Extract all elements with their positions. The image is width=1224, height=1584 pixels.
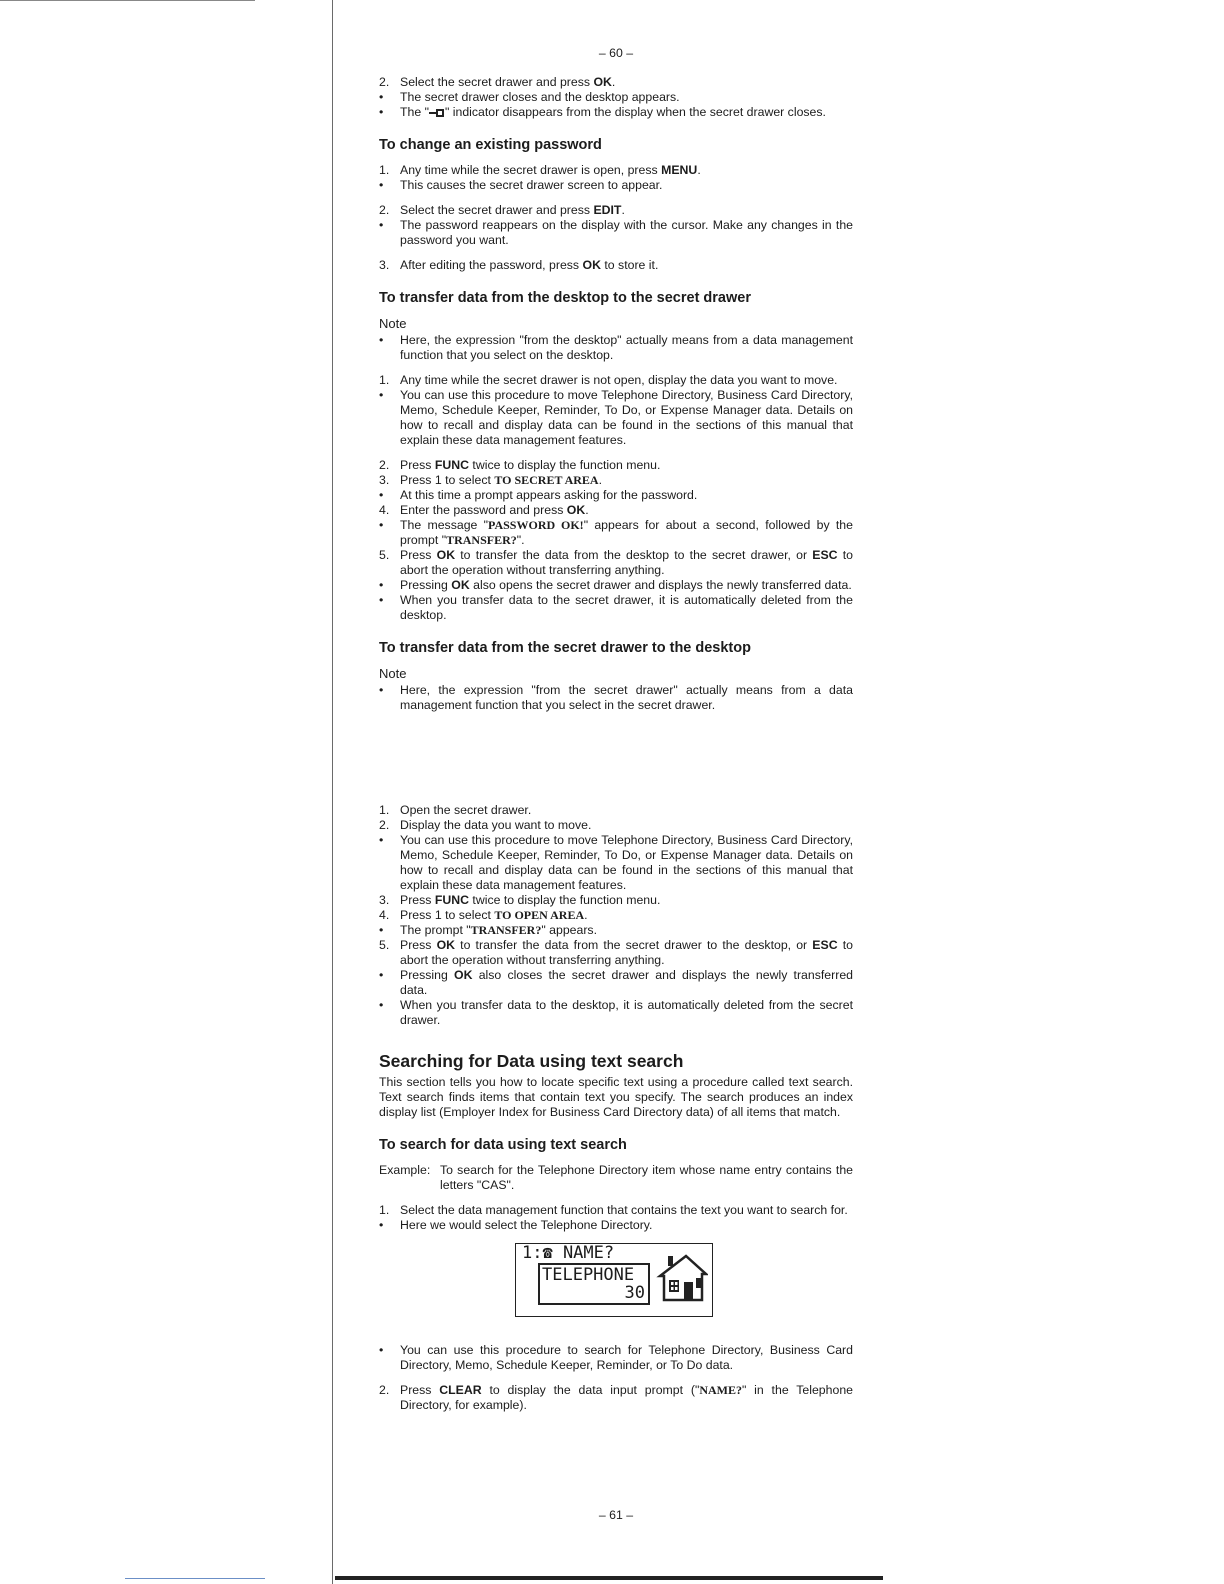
text-run: . <box>598 473 603 487</box>
bullet-item <box>379 968 853 998</box>
item-marker: • <box>379 578 384 592</box>
text-run: . <box>621 203 625 217</box>
section-title-search-procedure: To search for data using text search <box>379 1137 627 1153</box>
key-name: MENU <box>661 163 698 177</box>
item-marker: • <box>379 388 384 402</box>
item-text <box>400 1343 853 1373</box>
item-marker: • <box>379 178 384 192</box>
key-name: FUNC <box>434 458 470 472</box>
example-row <box>379 1163 853 1193</box>
step-item <box>379 818 853 833</box>
lcd-screen <box>515 1243 713 1317</box>
key-name: CLEAR <box>439 1383 482 1397</box>
item-text <box>400 90 853 105</box>
display-message: PASSWORD OK! <box>488 518 584 532</box>
text-run: After editing the password, press <box>400 258 583 272</box>
bullet-item <box>379 593 853 623</box>
bullet-item <box>379 683 853 713</box>
text-run: Any time while the secret drawer is not open, display the data you want to move. <box>400 373 838 387</box>
item-marker: 2. <box>379 818 390 832</box>
text-run: Press <box>400 458 435 472</box>
step-item <box>379 893 853 908</box>
item-text <box>400 458 853 473</box>
key-name: OK <box>593 75 612 89</box>
item-marker: • <box>379 105 384 119</box>
text-run: At this time a prompt appears asking for the password. <box>400 488 698 502</box>
item-marker: • <box>379 1343 384 1357</box>
key-name: OK <box>566 503 586 517</box>
item-marker: • <box>379 998 384 1012</box>
text-run: . <box>697 163 701 177</box>
text-run: Press <box>400 548 437 562</box>
item-marker: 3. <box>379 893 390 907</box>
text-run: to transfer the data from the secret drawer to the desktop, or <box>455 938 813 952</box>
text-run: Display the data you want to move. <box>400 818 592 832</box>
text-run: Enter the password and press <box>400 503 567 517</box>
bullet-item <box>379 518 853 548</box>
item-text <box>400 998 853 1028</box>
item-marker: • <box>379 90 384 104</box>
key-name: FUNC <box>434 893 470 907</box>
section-title-text-search: Searching for Data using text search <box>379 1051 684 1071</box>
text-run: Press 1 to select <box>400 908 495 922</box>
item-text <box>400 968 853 998</box>
item-marker: 4. <box>379 908 390 922</box>
text-run: to abort the operation without transferring anything. <box>400 938 853 967</box>
item-text <box>400 923 853 938</box>
bullet-item <box>379 105 853 120</box>
item-text <box>400 548 853 578</box>
change-password-steps <box>379 163 853 273</box>
text-run: The secret drawer closes and the desktop appears. <box>400 90 680 104</box>
bullet-item <box>379 333 853 363</box>
key-name: OK <box>436 548 456 562</box>
item-marker: • <box>379 833 384 847</box>
page-number-bottom: – 61 – <box>598 1508 634 1522</box>
item-marker: • <box>379 488 384 502</box>
item-marker: 4. <box>379 503 390 517</box>
item-text <box>400 1383 853 1413</box>
text-run: to transfer the data from the desktop to the secret drawer, or <box>455 548 813 562</box>
step-item <box>379 373 853 388</box>
item-text <box>400 683 853 713</box>
text-run: Press <box>400 893 435 907</box>
text-run: " appears for about a second, followed by the prompt " <box>400 518 853 547</box>
item-marker: 1. <box>379 1203 390 1217</box>
item-text <box>400 258 853 273</box>
text-search-intro: This section tells you how to locate specific text using a procedure called text search. Text search finds items that contain text you specify. The search produces an index display list (Employer Index for Business Card Directory data) of all items that match. <box>379 1075 853 1119</box>
display-message: NAME? <box>699 1383 742 1397</box>
key-name: ESC <box>812 548 838 562</box>
item-marker: • <box>379 1218 384 1232</box>
step-item <box>379 473 853 488</box>
manual-page <box>379 46 853 1413</box>
item-marker: • <box>379 968 384 982</box>
item-marker: • <box>379 923 384 937</box>
item-marker: • <box>379 683 384 697</box>
text-run: This causes the secret drawer screen to appear. <box>400 178 663 192</box>
step-item <box>379 75 853 90</box>
item-text <box>400 518 853 548</box>
key-name: OK <box>454 968 473 982</box>
text-run: " appears. <box>541 923 597 937</box>
item-marker: • <box>379 218 384 232</box>
step-item <box>379 503 853 518</box>
lcd-illustration <box>379 1243 853 1331</box>
lcd-record-count: 30 <box>624 1283 645 1303</box>
text-run: twice to display the function menu. <box>469 458 661 472</box>
text-run: . <box>585 503 589 517</box>
item-marker: 1. <box>379 373 390 387</box>
text-run: The prompt " <box>400 923 471 937</box>
text-run: You can use this procedure to move Telephone Directory, Business Card Directory, Memo, Schedule Keeper, Reminder, To Do, or Expense Manager data. Details on how to recall and display data can be found in the sections of this manual that explain these data management features. <box>400 388 853 447</box>
section-title-change-password: To change an existing password <box>379 137 602 153</box>
text-run: The message " <box>400 518 489 532</box>
display-message: TO OPEN AREA <box>494 908 585 922</box>
text-run: Press <box>400 938 437 952</box>
bullet-item <box>379 218 853 248</box>
item-text <box>400 333 853 363</box>
item-text <box>400 1218 853 1233</box>
item-marker: 2. <box>379 203 390 217</box>
item-text <box>400 818 853 833</box>
bullet-item <box>379 833 853 893</box>
text-run: Any time while the secret drawer is open, press <box>400 163 662 177</box>
scan-bottom-mark <box>125 1578 265 1579</box>
item-text <box>400 75 853 90</box>
key-name: EDIT <box>593 203 622 217</box>
blank-space <box>379 713 853 803</box>
text-run: You can use this procedure to search for Telephone Directory, Business Card Directory, Memo, Schedule Keeper, Reminder, or To Do data. <box>400 1343 853 1372</box>
step-item <box>379 938 853 968</box>
item-marker: • <box>379 518 384 532</box>
text-run: Here, the expression "from the desktop" actually means from a data management function that you select on the desktop. <box>400 333 853 362</box>
example-label: Example: <box>379 1163 431 1177</box>
item-text <box>400 938 853 968</box>
text-run: Press <box>400 1383 440 1397</box>
item-text <box>400 218 853 248</box>
step-item <box>379 1203 853 1218</box>
house-icon <box>656 1252 708 1304</box>
text-run: Here we would select the Telephone Directory. <box>400 1218 653 1232</box>
text-run: Select the data management function that contains the text you want to search for. <box>400 1203 848 1217</box>
note-label: Note <box>379 316 407 331</box>
bullet-item <box>379 178 853 193</box>
text-run: to abort the operation without transferring anything. <box>400 548 853 577</box>
secret-drawer-icon <box>429 108 445 118</box>
text-run: " in the Telephone Directory, for example). <box>400 1383 854 1412</box>
item-marker: 2. <box>379 75 390 89</box>
item-marker: 2. <box>379 458 390 472</box>
bullet-item <box>379 1218 853 1233</box>
text-run: The " <box>400 105 429 119</box>
step-item <box>379 258 853 273</box>
search-more-steps <box>379 1343 853 1413</box>
text-run: also closes the secret drawer and displays the newly transferred data. <box>400 968 853 997</box>
text-run: When you transfer data to the secret drawer, it is automatically deleted from the desktop. <box>400 593 853 622</box>
item-text <box>400 178 853 193</box>
bullet-item <box>379 923 853 938</box>
text-run: ". <box>516 533 525 547</box>
section-title-desktop-to-drawer: To transfer data from the desktop to the secret drawer <box>379 290 751 306</box>
text-run: Here, the expression "from the secret drawer" actually means from a data management function that you select in the secret drawer. <box>400 683 853 712</box>
intro-steps <box>379 75 853 120</box>
display-message: TO SECRET AREA <box>494 473 599 487</box>
key-name: OK <box>582 258 601 272</box>
text-run: also opens the secret drawer and displays the newly transferred data. <box>469 578 852 592</box>
lcd-function-name: TELEPHONE <box>542 1265 635 1285</box>
bullet-item <box>379 388 853 448</box>
lcd-selection-box <box>538 1263 650 1305</box>
item-marker: 1. <box>379 163 390 177</box>
drawer-to-desktop-note <box>379 683 853 713</box>
drawer-to-desktop-steps <box>379 803 853 1028</box>
item-text <box>400 593 853 623</box>
page-gutter-line <box>332 0 333 1584</box>
item-text <box>400 373 853 388</box>
item-text <box>400 1203 853 1218</box>
page-number-top: – 60 – <box>598 46 634 60</box>
text-run: twice to display the function menu. <box>469 893 661 907</box>
item-text <box>400 488 853 503</box>
lcd-prompt-line: 1:☎ NAME? <box>522 1243 615 1263</box>
text-run: Select the secret drawer and press <box>400 203 594 217</box>
step-item <box>379 163 853 178</box>
item-marker: 3. <box>379 258 390 272</box>
bullet-item <box>379 578 853 593</box>
item-text <box>400 163 853 178</box>
display-message: TRANSFER? <box>470 923 542 937</box>
bullet-item <box>379 90 853 105</box>
item-marker: • <box>379 333 384 347</box>
bullet-item <box>379 488 853 503</box>
text-run: You can use this procedure to move Telephone Directory, Business Card Directory, Memo, Schedule Keeper, Reminder, To Do, or Expense Manager data. Details on how to recall and display data can be found in the sections of this manual that explain these data management features. <box>400 833 853 892</box>
text-run: " indicator disappears from the display when the secret drawer closes. <box>444 105 826 119</box>
step-item <box>379 908 853 923</box>
item-text <box>400 578 853 593</box>
item-marker: 5. <box>379 938 390 952</box>
scan-top-rule <box>0 0 255 1</box>
example-text: To search for the Telephone Directory item whose name entry contains the letters "CAS". <box>440 1163 853 1192</box>
item-text <box>400 388 853 448</box>
bullet-item <box>379 1343 853 1373</box>
step-item <box>379 803 853 818</box>
text-run: . <box>584 908 588 922</box>
step-item <box>379 548 853 578</box>
key-name: ESC <box>812 938 838 952</box>
item-marker: 2. <box>379 1383 390 1397</box>
desktop-to-drawer-steps <box>379 333 853 623</box>
item-marker: 3. <box>379 473 390 487</box>
bullet-item <box>379 998 853 1028</box>
item-text <box>400 893 853 908</box>
text-run: Open the secret drawer. <box>400 803 532 817</box>
scan-bottom-rule <box>335 1576 883 1580</box>
section-title-drawer-to-desktop: To transfer data from the secret drawer to the desktop <box>379 640 751 656</box>
display-message: TRANSFER? <box>446 533 517 547</box>
item-marker: • <box>379 593 384 607</box>
text-run: Press 1 to select <box>400 473 495 487</box>
step-item <box>379 458 853 473</box>
item-text <box>400 908 853 923</box>
key-name: OK <box>451 578 470 592</box>
text-run: When you transfer data to the desktop, it is automatically deleted from the secret drawer. <box>400 998 853 1027</box>
item-text <box>400 803 853 818</box>
step-item <box>379 203 853 218</box>
item-marker: 5. <box>379 548 390 562</box>
item-text <box>400 833 853 893</box>
text-run: to store it. <box>600 258 659 272</box>
search-steps <box>379 1203 853 1233</box>
text-run: The password reappears on the display with the cursor. Make any changes in the password you want. <box>400 218 853 247</box>
text-run: to display the data input prompt (" <box>481 1383 700 1397</box>
key-name: OK <box>436 938 456 952</box>
note-label: Note <box>379 666 407 681</box>
item-text <box>400 203 853 218</box>
item-text <box>400 503 853 518</box>
item-marker: 1. <box>379 803 390 817</box>
text-run: Select the secret drawer and press <box>400 75 594 89</box>
item-text <box>400 105 853 120</box>
step-item <box>379 1383 853 1413</box>
text-run: Pressing <box>400 968 455 982</box>
item-text <box>400 473 853 488</box>
text-run: . <box>611 75 616 89</box>
text-run: Pressing <box>400 578 452 592</box>
